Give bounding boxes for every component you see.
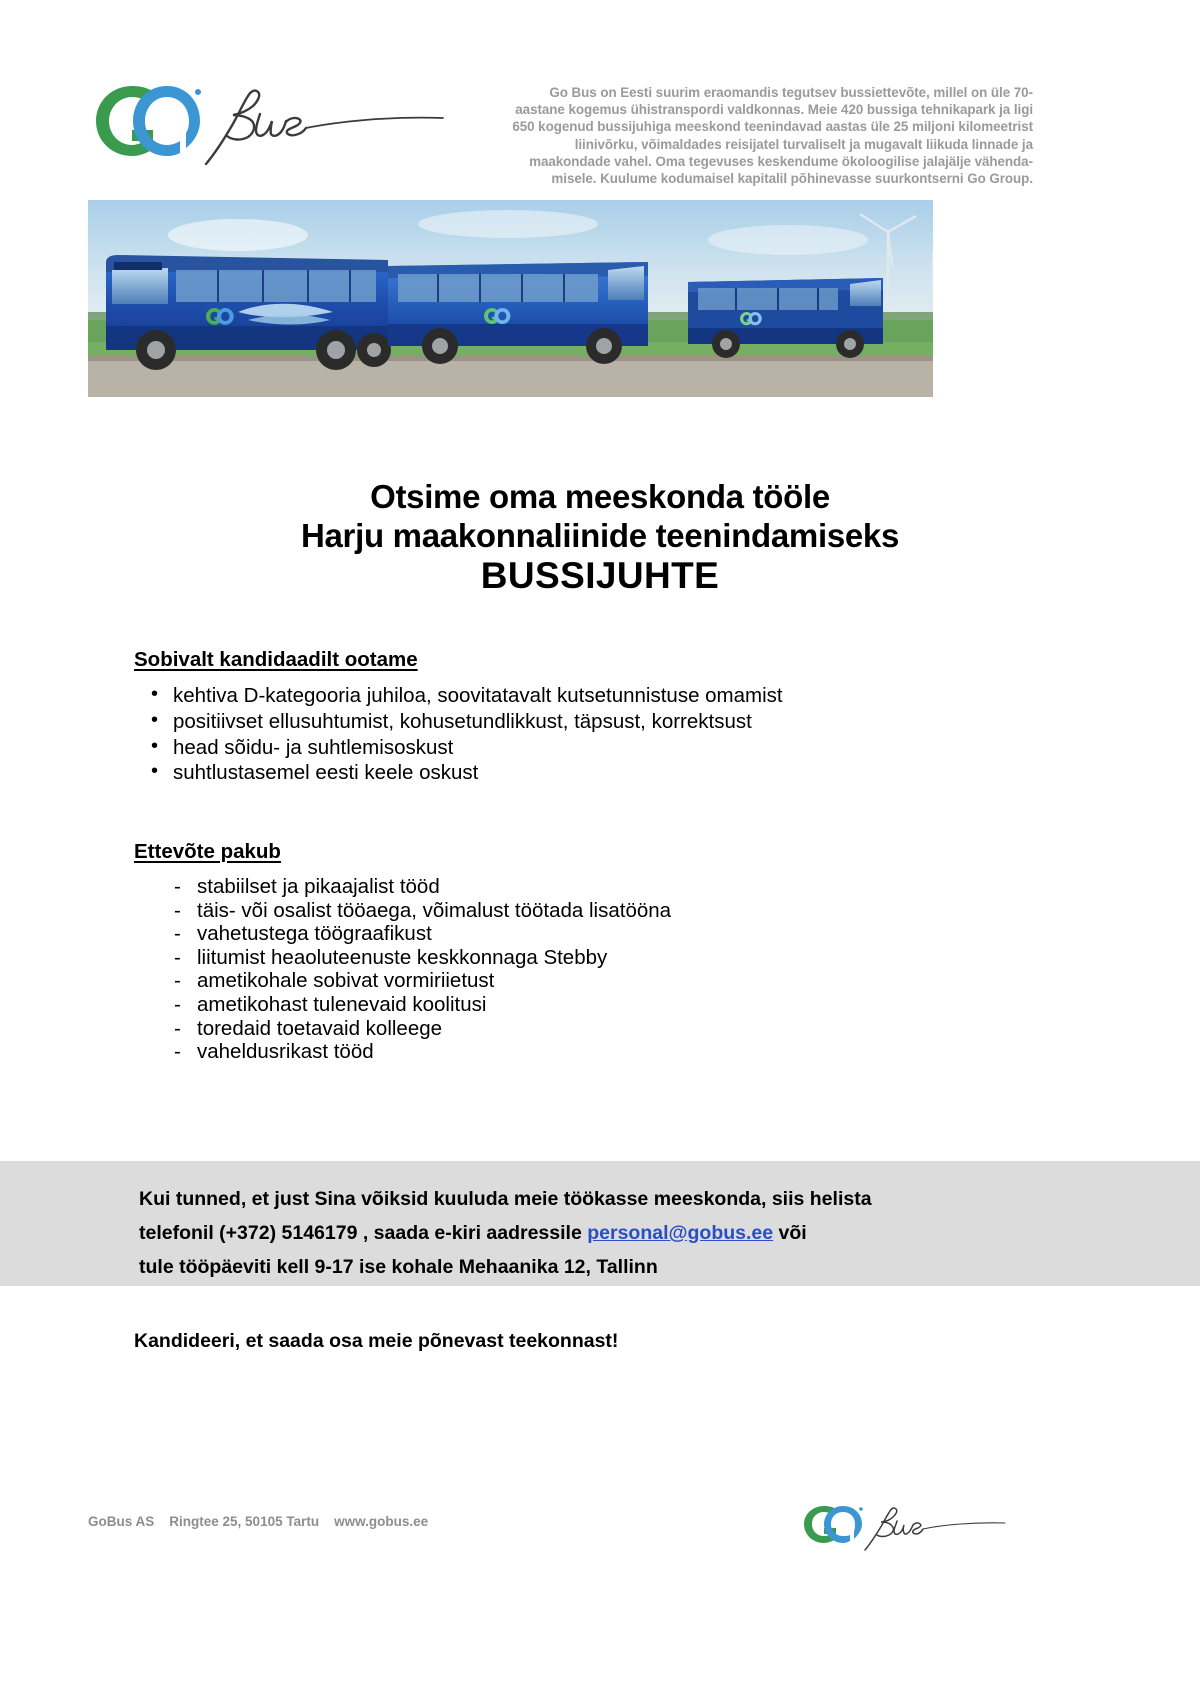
footer-info: [88, 1514, 428, 1529]
list-item: - toredaid toetavaid kolleege: [197, 1017, 1097, 1041]
bus-fleet-photo: [88, 200, 933, 397]
list-item: - ametikohast tulenevaid koolitusi: [197, 993, 1097, 1017]
list-item: • positiivset ellusuhtumist, kohusetundlikkust, täpsust, korrektsust: [173, 709, 1073, 735]
gobus-logo: [88, 78, 488, 168]
contact-phone-text: telefonil (+372) 5146179 , saada e-kiri aadressile: [139, 1222, 588, 1244]
list-item: - ametikohale sobivat vormiriietust: [197, 969, 1097, 993]
contact-line-2: [139, 1216, 1039, 1250]
headline-line-3: BUSSIJUHTE: [480, 555, 720, 596]
footer-company: GoBus AS: [88, 1514, 155, 1529]
list-item: • kehtiva D-kategooria juhiloa, soovitatavalt kutsetunnistuse omamist: [173, 683, 1073, 709]
contact-line-2-suffix: või: [773, 1222, 807, 1244]
list-item: - stabiilset ja pikaajalist tööd: [197, 875, 1097, 899]
requirements-section-title: Sobivalt kandidaadilt ootame: [134, 648, 418, 671]
call-to-action-text: Kandideeri, et saada osa meie põnevast teekonnast!: [134, 1330, 619, 1352]
bus-fleet-image: [88, 200, 933, 397]
list-item: - liitumist heaoluteenuste keskkonnaga Stebby: [197, 946, 1097, 970]
contact-line-1: Kui tunned, et just Sina võiksid kuuluda meie töökasse meeskonda, siis helista: [139, 1188, 872, 1210]
offer-list: [134, 875, 1097, 1064]
list-item: - vahetustega töögraafikust: [197, 922, 1097, 946]
list-item: - täis- või osalist tööaega, võimalust töötada lisatööna: [197, 899, 1097, 923]
page-title: [0, 478, 1200, 597]
footer-address: Ringtee 25, 50105 Tartu: [169, 1514, 320, 1529]
list-item: • suhtlustasemel eesti keele oskust: [173, 760, 1073, 786]
footer-website[interactable]: www.gobus.ee: [334, 1514, 429, 1529]
footer-gobus-logo: [800, 1500, 1020, 1570]
email-link[interactable]: personal@gobus.ee: [587, 1222, 774, 1244]
list-item: • head sõidu- ja suhtlemisoskust: [173, 735, 1073, 761]
list-item: - vaheldusrikast tööd: [197, 1040, 1097, 1064]
headline-line-1: Otsime oma meeskonda tööle: [370, 478, 830, 515]
contact-banner: [0, 1161, 1200, 1286]
page-footer: [0, 1500, 1200, 1610]
gobus-logo-icon: [800, 1500, 1020, 1570]
contact-text: [139, 1182, 1039, 1284]
headline-line-2: Harju maakonnaliinide teenindamiseks: [300, 516, 900, 554]
gobus-logo-icon: [88, 78, 488, 168]
contact-line-3: tule tööpäeviti kell 9-17 ise kohale Mehaanika 12, Tallinn: [139, 1256, 658, 1278]
requirements-list: [134, 683, 1073, 786]
offer-section-title: Ettevõte pakub: [134, 840, 281, 863]
company-intro-paragraph: Go Bus on Eesti suurim eraomandis tegutsev bussiettevõte, millel on üle 70-aastane kogemus ühistranspordi valdkonnas. Meie 420 bussiga tehnikapark ja ligi 650 kogenud bussijuhiga meeskond teenindavad aastas üle 25 miljoni kilomeetrist liinivõrku, võimaldades reisijatel turvaliselt ja mugavalt liikuda linnade ja maakondade vahel. Oma tegevuses keskendume ökoloogilise jalajälje vähenda-misele. Kuulume kodumaisel kapitalil põhinevasse suurkontserni Go Group.: [512, 85, 1033, 187]
page-header: [0, 0, 1200, 200]
